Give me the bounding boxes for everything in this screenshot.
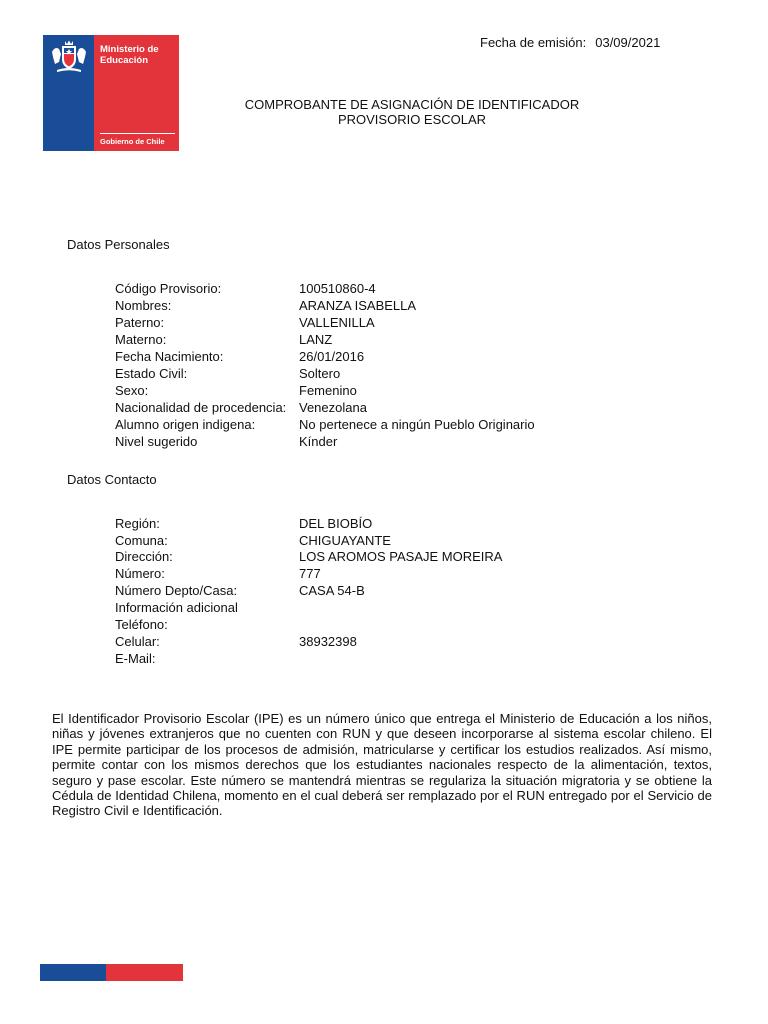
gobierno-label: Gobierno de Chile [100,137,165,146]
ministry-logo [43,35,179,151]
personal-row [115,366,675,383]
contact-row [115,634,675,651]
field-label: Dirección: [115,549,173,564]
field-label: Sexo: [115,383,149,398]
section-personal-title: Datos Personales [67,237,170,252]
emission-label: Fecha de emisión: [480,35,587,50]
document-title-line-1: COMPROBANTE DE ASIGNACIÓN DE IDENTIFICADOR [244,97,580,112]
contact-row [115,583,675,600]
field-label: Paterno: [115,315,165,330]
field-value: 38932398 [299,634,357,649]
logo-blue-panel [43,35,94,151]
footer-red-segment [106,964,183,981]
contact-row [115,566,675,583]
field-label: Alumno origen indigena: [115,417,256,432]
personal-row [115,349,675,366]
ipe-explanation: El Identificador Provisorio Escolar (IPE) es un número único que entrega el Ministerio de Educación a los niños, niñas y jóvenes extranjeros que no cuenten con RUN y que deseen incorporarse al sistema escolar chileno. El IPE permite participar de los procesos de admisión, matricularse y certificar los estudios realizados. Así mismo, permite contar con los mismos derechos que los estudiantes nacionales respecto de la alimentación, textos, seguro y pase escolar. Este número se mantendrá mientras se regulariza la situación migratoria y se obtiene la Cédula de Identidad Chilena, momento en el cual deberá ser remplazado por el RUN entregado por el Servicio de Registro Civil e Identificación. [52,711,712,819]
field-value: LANZ [299,332,333,347]
field-value: CHIGUAYANTE [299,533,391,548]
personal-row [115,281,675,298]
ministry-line-2: Educación [100,55,149,66]
contact-row [115,600,675,617]
field-value: CASA 54-B [299,583,365,598]
field-value: 777 [299,566,321,581]
field-label: Comuna: [115,533,168,548]
footer-blue-segment [40,964,106,981]
contact-row [115,516,675,533]
field-label: Número Depto/Casa: [115,583,238,598]
emission-value: 03/09/2021 [595,35,661,50]
personal-row [115,383,675,400]
field-label: Nivel sugerido [115,434,198,449]
field-value: Venezolana [299,400,367,415]
personal-row [115,315,675,332]
contact-row [115,617,675,634]
field-label: Información adicional [115,600,238,615]
document-title-line-2: PROVISORIO ESCOLAR [337,112,487,127]
personal-row [115,332,675,349]
field-label: E-Mail: [115,651,156,666]
logo-red-panel [94,35,179,151]
emission-date [480,35,660,50]
field-value: Soltero [299,366,341,381]
field-label: Celular: [115,634,160,649]
personal-row [115,434,675,451]
contact-row [115,549,675,566]
field-label: Estado Civil: [115,366,188,381]
section-contact-title: Datos Contacto [67,472,157,487]
field-label: Teléfono: [115,617,168,632]
field-value: No pertenece a ningún Pueblo Originario [299,417,535,432]
field-value: Femenino [299,383,357,398]
personal-row [115,417,675,434]
field-value: Kínder [299,434,338,449]
field-value: LOS AROMOS PASAJE MOREIRA [299,549,503,564]
personal-row [115,298,675,315]
field-label: Código Provisorio: [115,281,222,296]
field-value: ARANZA ISABELLA [299,298,417,313]
field-value: 100510860-4 [299,281,376,296]
coat-of-arms-icon [49,40,89,74]
field-label: Número: [115,566,165,581]
contact-row [115,651,675,668]
field-label: Fecha Nacimiento: [115,349,224,364]
field-label: Materno: [115,332,167,347]
field-label: Nacionalidad de procedencia: [115,400,287,415]
field-label: Región: [115,516,160,531]
ministry-name [100,44,159,66]
footer-flag-bar [40,964,183,981]
field-label: Nombres: [115,298,172,313]
field-value: DEL BIOBÍO [299,516,373,531]
field-value: 26/01/2016 [299,349,365,364]
contact-row [115,533,675,550]
logo-divider [100,133,175,134]
ministry-line-1: Ministerio de [100,44,159,55]
personal-row [115,400,675,417]
field-value: VALLENILLA [299,315,375,330]
document-title [200,97,624,127]
